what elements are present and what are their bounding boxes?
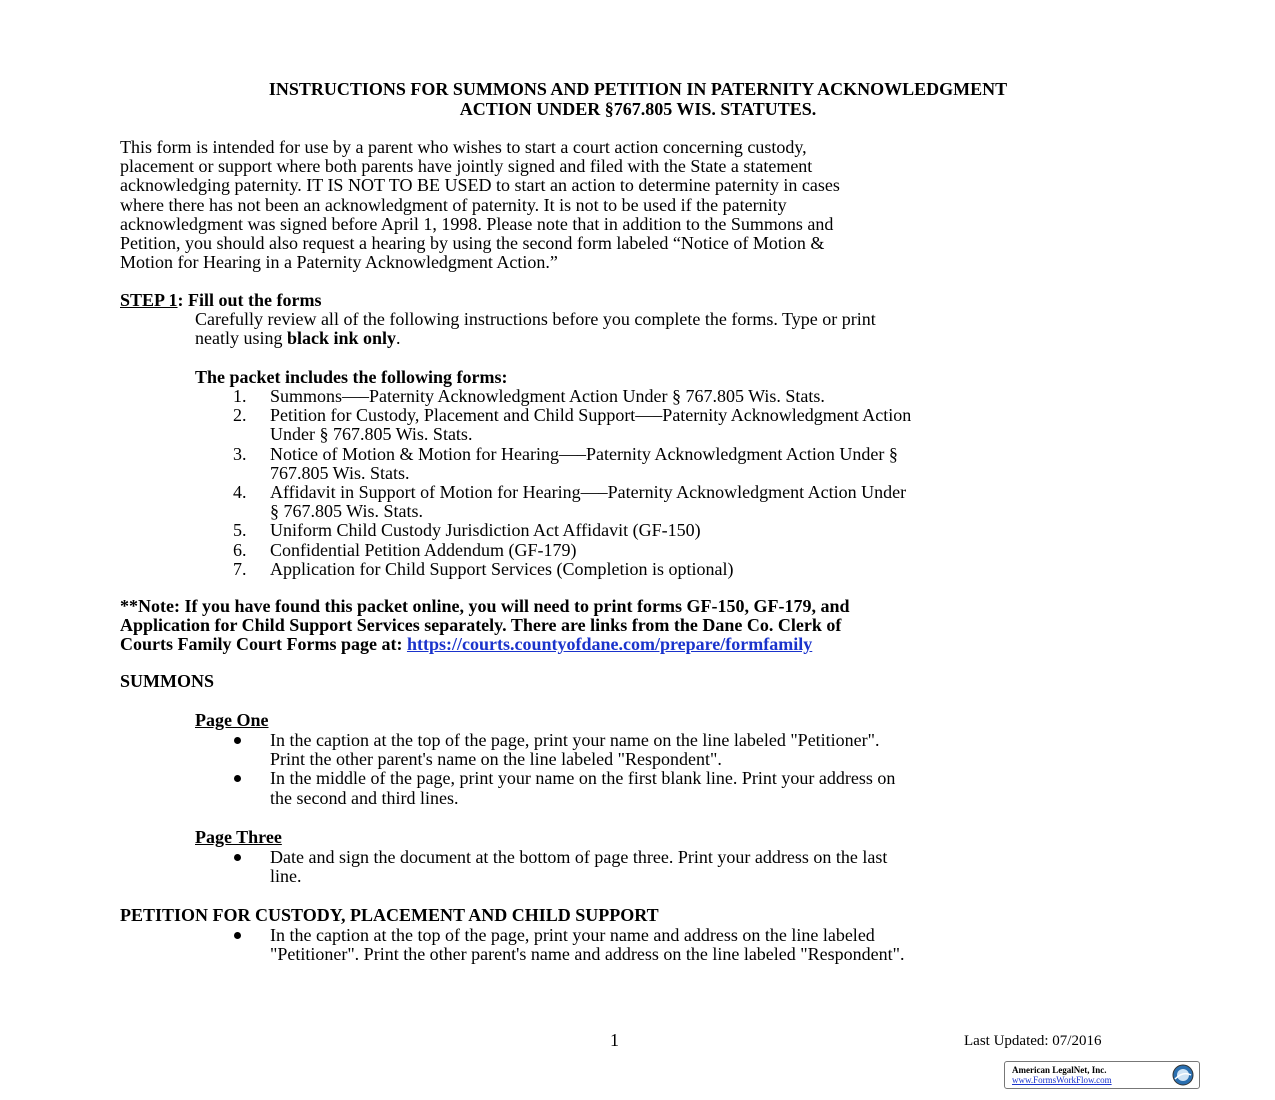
- note-line-2: Application for Child Support Services separately. There are links from the Dane Co. Clerk of: [120, 615, 842, 636]
- list-item: [195, 731, 1155, 769]
- note-line-3-text: Courts Family Court Forms page at:: [120, 634, 407, 655]
- step1-line-2-bold: black ink only: [287, 328, 397, 349]
- step1-label: STEP 1: [120, 290, 178, 310]
- intro-line: Motion for Hearing in a Paternity Acknowledgment Action.”: [120, 252, 558, 273]
- badge-url[interactable]: www.FormsWorkFlow.com: [1012, 1075, 1112, 1085]
- bullet-icon: [234, 854, 241, 861]
- title-line-1: INSTRUCTIONS FOR SUMMONS AND PETITION IN PATERNITY ACKNOWLEDGMENT: [268, 79, 1008, 99]
- american-legalnet-badge[interactable]: [1004, 1061, 1200, 1089]
- list-item: [195, 560, 1160, 579]
- list-line: In the caption at the top of the page, print your name on the line labeled "Petitioner".: [270, 730, 880, 750]
- list-item: [195, 483, 1160, 521]
- list-line: Notice of Motion & Motion for Hearing—–Paternity Acknowledgment Action Under §: [270, 443, 898, 464]
- list-item: [195, 406, 1160, 444]
- list-line: In the caption at the top of the page, print your name and address on the line labeled: [270, 925, 875, 945]
- list-line: Uniform Child Custody Jurisdiction Act Affidavit (GF-150): [270, 520, 701, 541]
- step1-heading-text: : Fill out the forms: [177, 290, 322, 310]
- online-note: [120, 597, 1120, 655]
- page-three-bullets: [195, 848, 1155, 886]
- intro-line: placement or support where both parents have jointly signed and filed with the State a statement: [120, 156, 813, 177]
- list-number: 1.: [233, 386, 247, 406]
- globe-icon: [1171, 1063, 1195, 1087]
- petition-heading: PETITION FOR CUSTODY, PLACEMENT AND CHILD SUPPORT: [120, 905, 659, 925]
- intro-line: where there has not been an acknowledgment of paternity. It is not to be used if the paternity: [120, 194, 787, 215]
- list-line: Petition for Custody, Placement and Child Support—–Paternity Acknowledgment Action: [270, 405, 912, 426]
- list-line: In the middle of the page, print your name on the first blank line. Print your address on: [270, 768, 896, 789]
- packet-heading: The packet includes the following forms:: [195, 367, 508, 387]
- list-item: [195, 926, 1155, 964]
- list-number: 5.: [233, 520, 247, 541]
- note-line-1: **Note: If you have found this packet online, you will need to print forms GF-150, GF-179, and: [120, 596, 850, 616]
- page-number: 1: [610, 1030, 619, 1050]
- intro-line: This form is intended for use by a parent who wishes to start a court action concerning custody,: [120, 137, 807, 157]
- forms-list: [195, 387, 1160, 579]
- page-one-heading: Page One: [195, 710, 269, 730]
- list-line: 767.805 Wis. Stats.: [270, 462, 410, 483]
- document-title: [120, 80, 1156, 119]
- step1-line-1: Carefully review all of the following instructions before you complete the forms. Type or print: [195, 309, 876, 329]
- list-item: [195, 521, 1160, 540]
- list-line: Summons—–Paternity Acknowledgment Action Under § 767.805 Wis. Stats.: [270, 386, 825, 406]
- list-line: Print the other parent's name on the line labeled "Respondent".: [270, 749, 722, 770]
- step1-line-2-pre: neatly using: [195, 328, 287, 349]
- list-number: 4.: [233, 482, 247, 503]
- list-line: § 767.805 Wis. Stats.: [270, 501, 423, 522]
- list-number: 2.: [233, 405, 247, 426]
- list-number: 6.: [233, 539, 247, 560]
- last-updated: Last Updated: 07/2016: [964, 1033, 1102, 1049]
- bullet-icon: [234, 932, 241, 939]
- list-number: 3.: [233, 443, 247, 464]
- step1-instructions: [195, 310, 1160, 348]
- intro-line: acknowledgment was signed before April 1, 1998. Please note that in addition to the Summons and: [120, 213, 834, 234]
- list-item: [195, 387, 1160, 406]
- bullet-icon: [234, 737, 241, 744]
- list-line: Under § 767.805 Wis. Stats.: [270, 424, 473, 445]
- intro-paragraph: [120, 138, 1156, 272]
- list-line: Date and sign the document at the bottom of page three. Print your address on the last: [270, 847, 888, 867]
- list-item: [195, 541, 1160, 560]
- list-line: the second and third lines.: [270, 787, 459, 808]
- step1-line-2: [195, 329, 1160, 348]
- list-item: [195, 848, 1155, 886]
- summons-heading: SUMMONS: [120, 671, 214, 691]
- page-three-heading: Page Three: [195, 827, 282, 847]
- family-forms-link[interactable]: https://courts.countyofdane.com/prepare/formfamily: [406, 634, 813, 655]
- badge-company: American LegalNet, Inc.: [1012, 1065, 1107, 1075]
- bullet-icon: [234, 775, 241, 782]
- list-line: "Petitioner". Print the other parent's name and address on the line labeled "Respondent".: [270, 944, 905, 965]
- step1-heading: [120, 291, 322, 310]
- list-item: [195, 445, 1160, 483]
- intro-line: Petition, you should also request a hearing by using the second form labeled “Notice of Motion &: [120, 233, 825, 254]
- list-item: [195, 769, 1155, 807]
- list-number: 7.: [233, 558, 247, 579]
- page-one-bullets: [195, 731, 1155, 808]
- list-line: Affidavit in Support of Motion for Hearing—–Paternity Acknowledgment Action Under: [270, 482, 907, 503]
- list-line: Confidential Petition Addendum (GF-179): [270, 539, 577, 560]
- intro-line: acknowledging paternity. IT IS NOT TO BE USED to start an action to determine paternity in cases: [120, 175, 840, 196]
- list-line: line.: [270, 866, 302, 887]
- step1-line-2-post: .: [396, 328, 401, 349]
- note-line-3: [120, 635, 1120, 654]
- petition-bullets: [195, 926, 1155, 964]
- list-line: Application for Child Support Services (Completion is optional): [270, 558, 734, 579]
- title-line-2: ACTION UNDER §767.805 WIS. STATUTES.: [459, 98, 817, 119]
